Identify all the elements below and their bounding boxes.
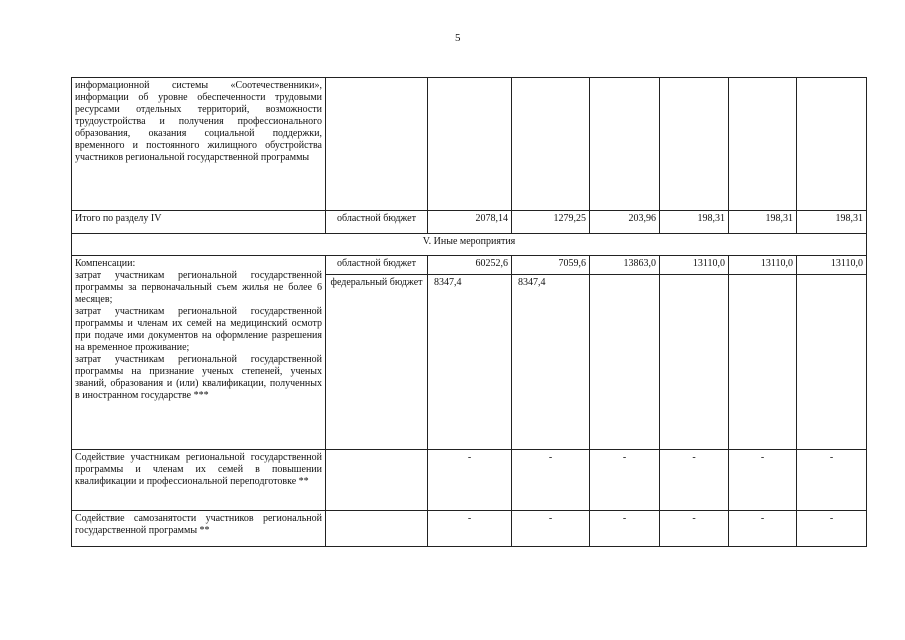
amount-cell: - bbox=[797, 450, 867, 511]
amount-cell: - bbox=[660, 450, 729, 511]
info-system-description: информационной системы «Соотечественники», информации об уровне обеспеченности трудовыми ресурсами отдельных территорий, возможности трудоустройства и получения профессионального образования, оказания социальной поддержки, временного и постоянного жилищного обустройства участников региональной государственной программы bbox=[72, 78, 326, 211]
amount-cell bbox=[660, 275, 729, 450]
table-row-total-section-iv bbox=[72, 211, 867, 234]
amount-cell: - bbox=[512, 511, 590, 547]
empty-cell bbox=[326, 450, 428, 511]
compensation-line: затрат участникам региональной государственной программы и членам их семей на медицинский осмотр при подаче ими документов на оформление разрешения на временное проживание; bbox=[75, 306, 322, 353]
table-row-compensation-regional bbox=[72, 256, 867, 275]
amount-cell: 13110,0 bbox=[660, 256, 729, 275]
compensation-line: затрат участникам региональной государственной программы за первоначальный съем жилья не более 6 месяцев; bbox=[75, 270, 322, 305]
self-employment-description: Содействие самозанятости участников региональной государственной программы ** bbox=[72, 511, 326, 547]
empty-cell bbox=[326, 78, 428, 211]
amount-cell: 60252,6 bbox=[428, 256, 512, 275]
amount-cell: - bbox=[512, 450, 590, 511]
empty-cell bbox=[512, 78, 590, 211]
amount-cell bbox=[729, 275, 797, 450]
funding-source: федеральный бюджет bbox=[326, 275, 428, 450]
total-label: Итого по разделу IV bbox=[72, 211, 326, 234]
table-row-info-system bbox=[72, 78, 867, 211]
funding-source: областной бюджет bbox=[326, 211, 428, 234]
amount-cell bbox=[797, 275, 867, 450]
amount-cell: - bbox=[797, 511, 867, 547]
amount-cell: - bbox=[590, 511, 660, 547]
amount-cell: 203,96 bbox=[590, 211, 660, 234]
amount-cell: - bbox=[590, 450, 660, 511]
amount-cell: 13110,0 bbox=[729, 256, 797, 275]
empty-cell bbox=[590, 78, 660, 211]
empty-cell bbox=[326, 511, 428, 547]
amount-cell: 8347,4 bbox=[428, 275, 512, 450]
funding-source: областной бюджет bbox=[326, 256, 428, 275]
empty-cell bbox=[797, 78, 867, 211]
table-row-qualification bbox=[72, 450, 867, 511]
amount-cell: 198,31 bbox=[797, 211, 867, 234]
amount-cell: 1279,25 bbox=[512, 211, 590, 234]
amount-cell: 198,31 bbox=[660, 211, 729, 234]
amount-cell: 7059,6 bbox=[512, 256, 590, 275]
empty-cell bbox=[428, 78, 512, 211]
amount-cell: 2078,14 bbox=[428, 211, 512, 234]
amount-cell: 198,31 bbox=[729, 211, 797, 234]
compensation-description bbox=[72, 256, 326, 450]
budget-table bbox=[71, 77, 867, 547]
amount-cell: 8347,4 bbox=[512, 275, 590, 450]
qualification-description: Содействие участникам региональной государственной программы и членам их семей в повышении квалификации и профессиональной переподготовке ** bbox=[72, 450, 326, 511]
amount-cell: 13110,0 bbox=[797, 256, 867, 275]
section-heading: V. Иные мероприятия bbox=[72, 234, 867, 256]
empty-cell bbox=[660, 78, 729, 211]
amount-cell: - bbox=[729, 450, 797, 511]
compensation-line: Компенсации: bbox=[75, 258, 136, 269]
compensation-line: затрат участникам региональной государственной программы на признание ученых степеней, ученых званий, образования и (или) квалификации, полученных в иностранном государстве *** bbox=[75, 354, 322, 401]
amount-cell bbox=[590, 275, 660, 450]
page-number: 5 bbox=[455, 32, 461, 44]
amount-cell: - bbox=[428, 511, 512, 547]
amount-cell: - bbox=[729, 511, 797, 547]
amount-cell: 13863,0 bbox=[590, 256, 660, 275]
amount-cell: - bbox=[660, 511, 729, 547]
amount-cell: - bbox=[428, 450, 512, 511]
empty-cell bbox=[729, 78, 797, 211]
table-row-section-v bbox=[72, 234, 867, 256]
table-row-self-employment bbox=[72, 511, 867, 547]
